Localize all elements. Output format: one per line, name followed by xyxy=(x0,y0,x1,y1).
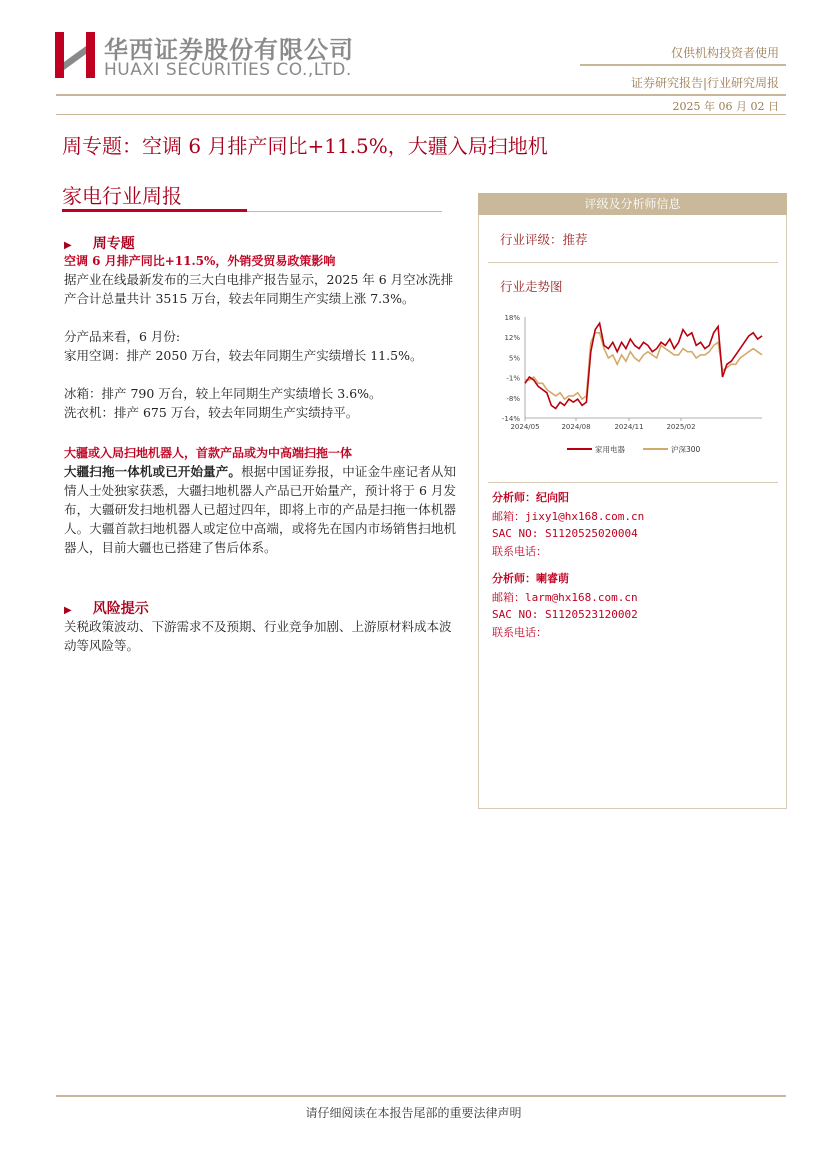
arrow-icon: ▶ xyxy=(64,605,72,616)
risk-text: 关税政策波动、下游需求不及预期、行业竞争加剧、上游原材料成本波动等风险等。 xyxy=(64,619,452,653)
x-tick-label: 2024/05 xyxy=(510,423,540,431)
weekly-ac: 家用空调：排产 2050 万台，较去年同期生产实绩增长 11.5%。 xyxy=(64,348,423,363)
subtitle-underline xyxy=(62,209,247,212)
analyst-2-title: 分析师：喇睿萌 xyxy=(492,572,569,585)
weekly-fridge: 冰箱：排产 790 万台，较上年同期生产实绩增长 3.6%。 xyxy=(64,386,382,401)
analyst-2 xyxy=(492,570,638,640)
subtitle-rule xyxy=(247,211,442,212)
x-tick-label: 2024/08 xyxy=(561,423,591,431)
y-tick-label: 5% xyxy=(508,354,520,363)
footer-disclaimer: 请仔细阅读在本报告尾部的重要法律声明 xyxy=(305,1106,522,1120)
audience-note: 仅供机构投资者使用 xyxy=(670,46,779,60)
report-date: 2025 年 06 月 02 日 xyxy=(672,100,779,113)
logo-icon xyxy=(55,32,95,78)
x-tick-label: 2025/02 xyxy=(666,423,696,431)
dji-lead: 大疆扫拖一体机或已开始量产。 xyxy=(64,464,242,479)
panel-divider xyxy=(488,482,778,483)
section-weekly-heading: ▶ 周专题 xyxy=(64,236,135,252)
header-divider xyxy=(580,64,786,66)
weekly-washer: 洗衣机：排产 675 万台，较去年同期生产实绩持平。 xyxy=(64,405,359,420)
report-type: 证券研究报告|行业研究周报 xyxy=(630,76,779,90)
y-tick-label: -8% xyxy=(506,394,520,403)
weekly-paragraph: 据产业在线最新发布的三大白电排产报告显示，2025 年 6 月空冰洗排产合计总量共计 3515 万台，较去年同期生产实绩上涨 7.3%。 xyxy=(64,272,454,306)
header-rule-thin xyxy=(56,114,786,115)
dji-subhead: 大疆或入局扫地机器人，首款产品或为中高端扫拖一体 xyxy=(64,446,353,460)
panel-header: 评级及分析师信息 xyxy=(478,193,787,215)
legend-label-0: 家用电器 xyxy=(595,445,625,454)
x-tick-label: 2024/11 xyxy=(614,423,644,431)
analyst-2-sac: SAC NO: S1120523120002 xyxy=(492,608,638,621)
y-tick-label: -14% xyxy=(501,415,520,423)
report-title: 周专题：空调 6 月排产同比+11.5%，大疆入局扫地机 xyxy=(62,134,548,158)
analyst-1 xyxy=(492,489,644,559)
rating-value: 推荐 xyxy=(562,232,588,247)
analyst-1-email: 邮箱：jixy1@hx168.com.cn xyxy=(492,510,645,523)
weekly-breakdown-intro: 分产品来看，6 月份: xyxy=(64,329,181,344)
weekly-subhead: 空调 6 月排产同比+11.5%，外销受贸易政策影响 xyxy=(64,254,336,268)
footer-rule xyxy=(56,1095,786,1097)
trend-label: 行业走势图 xyxy=(500,279,563,294)
y-tick-label: 12% xyxy=(504,334,520,343)
y-tick-label: 18% xyxy=(504,314,520,322)
analyst-1-title: 分析师：纪向阳 xyxy=(492,491,569,504)
header-rule xyxy=(56,94,786,96)
legend-label-1: 沪深300 xyxy=(671,445,701,454)
rating-label: 行业评级： xyxy=(500,232,563,247)
analyst-1-phone: 联系电话： xyxy=(492,545,547,558)
y-tick-label: -1% xyxy=(506,374,520,383)
report-subtitle: 家电行业周报 xyxy=(62,184,182,208)
analyst-2-phone: 联系电话： xyxy=(492,626,547,639)
dji-text: 根据中国证券报，中证金牛座记者从知情人士处独家获悉，大疆扫地机器人产品已开始量产，预计将于 6 月发布，大疆研发扫地机器人已超过四年，即将上市的产品是扫拖一体机器人。大疆首款扫地机器人或定位中高端，或将先在国内市场销售扫地机器人，目前大疆也已搭建了售后体系。 xyxy=(64,464,456,555)
company-name-en: HUAXI SECURITIES CO.,LTD. xyxy=(104,60,352,80)
section-risk-heading: ▶ 风险提示 xyxy=(64,601,149,617)
analyst-1-sac: SAC NO: S1120525020004 xyxy=(492,527,638,540)
panel-divider xyxy=(488,262,778,263)
arrow-icon: ▶ xyxy=(64,240,72,251)
series-line-0 xyxy=(525,323,762,408)
dji-paragraph xyxy=(64,462,456,557)
rating xyxy=(500,230,588,248)
analyst-2-email: 邮箱：larm@hx168.com.cn xyxy=(492,591,638,604)
company-name-cn: 华西证券股份有限公司 xyxy=(104,36,354,64)
industry-trend-chart xyxy=(490,305,780,465)
